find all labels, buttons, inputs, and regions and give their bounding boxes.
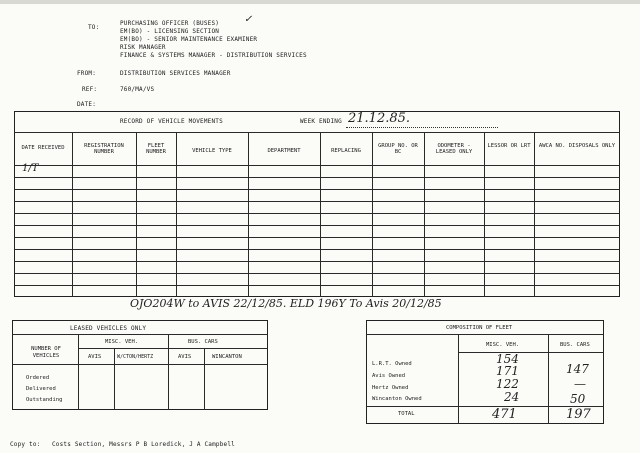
fleet-row-wincanton-label: Wincanton Owned [372, 396, 422, 402]
table-row [14, 225, 620, 226]
ref-value: 760/MA/VS [120, 86, 155, 93]
col-fleet-number: FLEET NUMBER [146, 143, 166, 155]
table-row [14, 249, 620, 250]
table-row [14, 237, 620, 238]
fleet-hertz-bus: — [574, 377, 586, 391]
fleet-title: COMPOSITION OF FLEET [446, 325, 513, 331]
from-label: FROM: [77, 70, 97, 77]
movements-frame [14, 111, 620, 297]
movements-title: RECORD OF VEHICLE MOVEMENTS [120, 118, 223, 125]
fleet-lrt-misc: 154 [496, 352, 519, 366]
to-line-1: PURCHASING OFFICER (BUSES) [120, 20, 220, 27]
fleet-row-lrt-label: L.R.T. Owned [372, 361, 412, 367]
fleet-wincanton-misc: 24 [504, 390, 520, 404]
leased-col-avis-bus: AVIS [178, 354, 192, 360]
tick-mark-icon: ✓ [244, 14, 253, 25]
leased-col-wincanton: WINCANTON [212, 354, 242, 360]
table-row [14, 201, 620, 202]
leased-col-wcton-hertz: W/CTON/HERTZ [117, 354, 154, 360]
leased-row-outstanding: Outstanding [26, 397, 63, 403]
fleet-avis-misc: 171 [496, 364, 519, 378]
col-registration-number: REGISTRATION NUMBER [84, 143, 124, 155]
week-ending-label: WEEK ENDING [300, 118, 342, 125]
fleet-lrt-bus: 147 [566, 362, 589, 376]
scan-top-edge [0, 0, 640, 4]
fleet-wincanton-bus: 50 [570, 392, 586, 406]
table-row [14, 177, 620, 178]
fleet-bus-header: BUS. CARS [560, 342, 590, 348]
col-vehicle-type: VEHICLE TYPE [192, 148, 232, 154]
first-entry-mark: 1/T [22, 163, 39, 174]
date-label: DATE: [77, 101, 97, 108]
col-group-no: GROUP NO. OR BC [378, 143, 418, 155]
copy-to-value: Costs Section, Messrs P B Loredick, J A Campbell [52, 441, 235, 448]
fleet-total-bus: 197 [566, 407, 591, 422]
week-ending-dots [346, 127, 498, 128]
col-lessor: LESSOR OR LRT [487, 143, 531, 149]
to-line-2: EM(BO) - LICENSING SECTION [120, 28, 220, 35]
table-row [14, 213, 620, 214]
fleet-row-hertz-label: Hertz Owned [372, 385, 409, 391]
table-row [14, 285, 620, 286]
from-value: DISTRIBUTION SERVICES MANAGER [120, 70, 231, 77]
copy-to-label: Copy to: [10, 441, 41, 448]
fleet-total-misc: 471 [492, 407, 517, 422]
week-ending-value: 21.12.85. [348, 111, 411, 126]
col-date-received: DATE RECEIVED [21, 145, 65, 151]
leased-bus-header: BUS. CARS [188, 339, 218, 345]
leased-row-ordered: Ordered [26, 375, 50, 381]
fleet-row-avis-label: Avis Owned [372, 373, 406, 379]
to-label: TO: [88, 24, 100, 31]
table-row [14, 273, 620, 274]
fleet-misc-header: MISC. VEH. [486, 342, 520, 348]
ref-label: REF: [82, 86, 98, 93]
table-row [14, 189, 620, 190]
leased-row-delivered: Delivered [26, 386, 56, 392]
col-replacing: REPLACING [331, 148, 361, 154]
fleet-total-label: TOTAL [398, 411, 415, 417]
leased-col-avis-misc: AVIS [88, 354, 102, 360]
col-awca-no: AWCA NO. DISPOSALS ONLY [538, 143, 616, 149]
col-odometer: ODOMETER - LEASED ONLY [435, 143, 473, 155]
leased-misc-header: MISC. VEH. [105, 339, 139, 345]
fleet-hertz-misc: 122 [496, 377, 519, 391]
leased-title: LEASED VEHICLES ONLY [70, 325, 147, 332]
handwritten-disposal-note: OJO204W to AVIS 22/12/85. ELD 196Y To Avis 20/12/85 [130, 297, 442, 310]
col-department: DEPARTMENT [267, 148, 301, 154]
to-line-4: RISK MANAGER [120, 44, 166, 51]
to-line-3: EM(BO) - SENIOR MAINTENANCE EXAMINER [120, 36, 258, 43]
table-row [14, 261, 620, 262]
number-of-vehicles-label: NUMBER OF VEHICLES [31, 346, 61, 359]
to-line-5: FINANCE & SYSTEMS MANAGER - DISTRIBUTION SERVICES [120, 52, 307, 59]
